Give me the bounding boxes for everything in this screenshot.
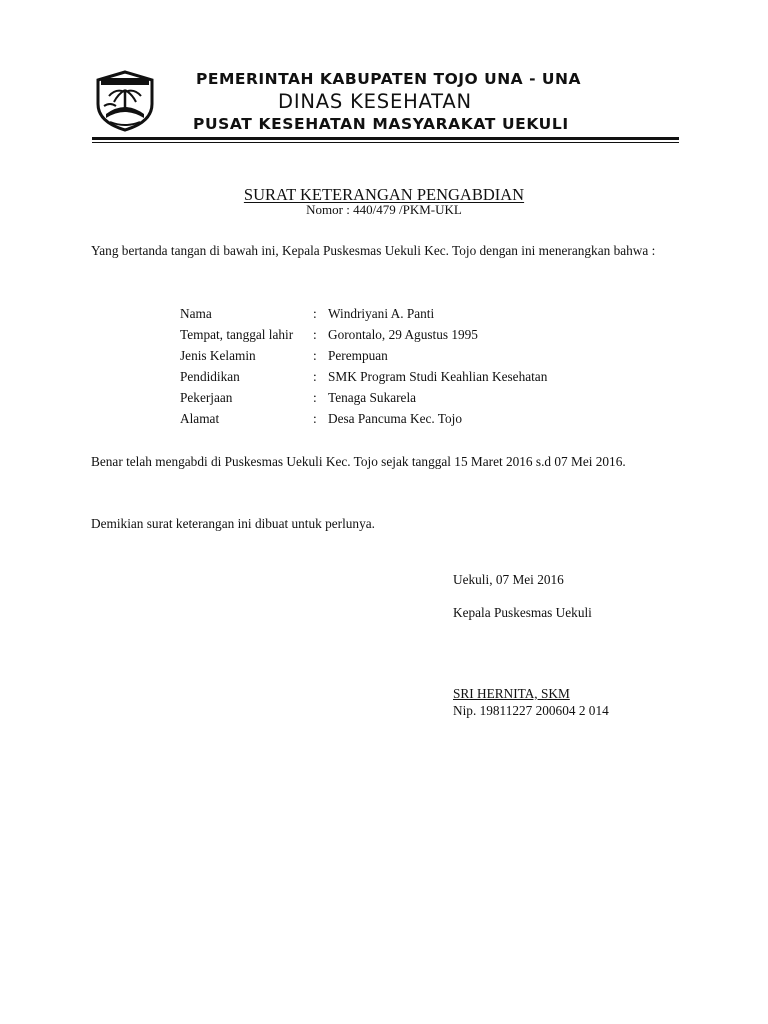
letterhead-government: PEMERINTAH KABUPATEN TOJO UNA - UNA: [196, 70, 581, 88]
regency-emblem-icon: [96, 70, 154, 132]
field-separator: :: [313, 306, 317, 321]
field-label: Pekerjaan: [180, 390, 233, 405]
field-label: Pendidikan: [180, 369, 240, 384]
field-label: Alamat: [180, 411, 220, 426]
letterhead-divider-thick: [92, 137, 679, 140]
field-row-birth: [180, 324, 547, 345]
closing-paragraph: Demikian surat keterangan ini dibuat untuk perlunya.: [91, 516, 375, 531]
field-label: Nama: [180, 306, 212, 321]
field-value: Windriyani A. Panti: [328, 306, 435, 321]
field-value: Desa Pancuma Kec. Tojo: [328, 411, 462, 426]
field-separator: :: [313, 369, 317, 384]
field-separator: :: [313, 327, 317, 342]
field-value: Perempuan: [328, 348, 388, 363]
field-row-gender: [180, 345, 547, 366]
signatory-nip: Nip. 19811227 200604 2 014: [453, 703, 609, 718]
document-title: SURAT KETERANGAN PENGABDIAN: [243, 185, 525, 204]
letterhead-agency: DINAS KESEHATAN: [278, 90, 472, 113]
field-value: Gorontalo, 29 Agustus 1995: [328, 327, 478, 342]
signature-position: Kepala Puskesmas Uekuli: [453, 605, 592, 620]
field-row-address: [180, 408, 547, 429]
document-number: Nomor : 440/479 /PKM-UKL: [306, 202, 462, 217]
statement-paragraph: Benar telah mengabdi di Puskesmas Uekuli Kec. Tojo sejak tanggal 15 Maret 2016 s.d 07 Mei 2016.: [91, 454, 626, 469]
letterhead-divider-thin: [92, 142, 679, 143]
field-row-nama: [180, 303, 547, 324]
letterhead-institution: PUSAT KESEHATAN MASYARAKAT UEKULI: [193, 115, 569, 133]
field-row-occupation: [180, 387, 547, 408]
field-value: SMK Program Studi Keahlian Kesehatan: [328, 369, 548, 384]
field-label: Jenis Kelamin: [180, 348, 256, 363]
identity-fields: [180, 303, 547, 429]
opening-paragraph: Yang bertanda tangan di bawah ini, Kepala Puskesmas Uekuli Kec. Tojo dengan ini menerangkan bahwa :: [91, 243, 656, 258]
signatory-name: SRI HERNITA, SKM: [453, 686, 570, 701]
field-separator: :: [313, 411, 317, 426]
signature-place-date: Uekuli, 07 Mei 2016: [453, 572, 564, 587]
field-separator: :: [313, 348, 317, 363]
field-value: Tenaga Sukarela: [328, 390, 417, 405]
field-separator: :: [313, 390, 317, 405]
field-label: Tempat, tanggal lahir: [180, 327, 294, 342]
field-row-education: [180, 366, 547, 387]
